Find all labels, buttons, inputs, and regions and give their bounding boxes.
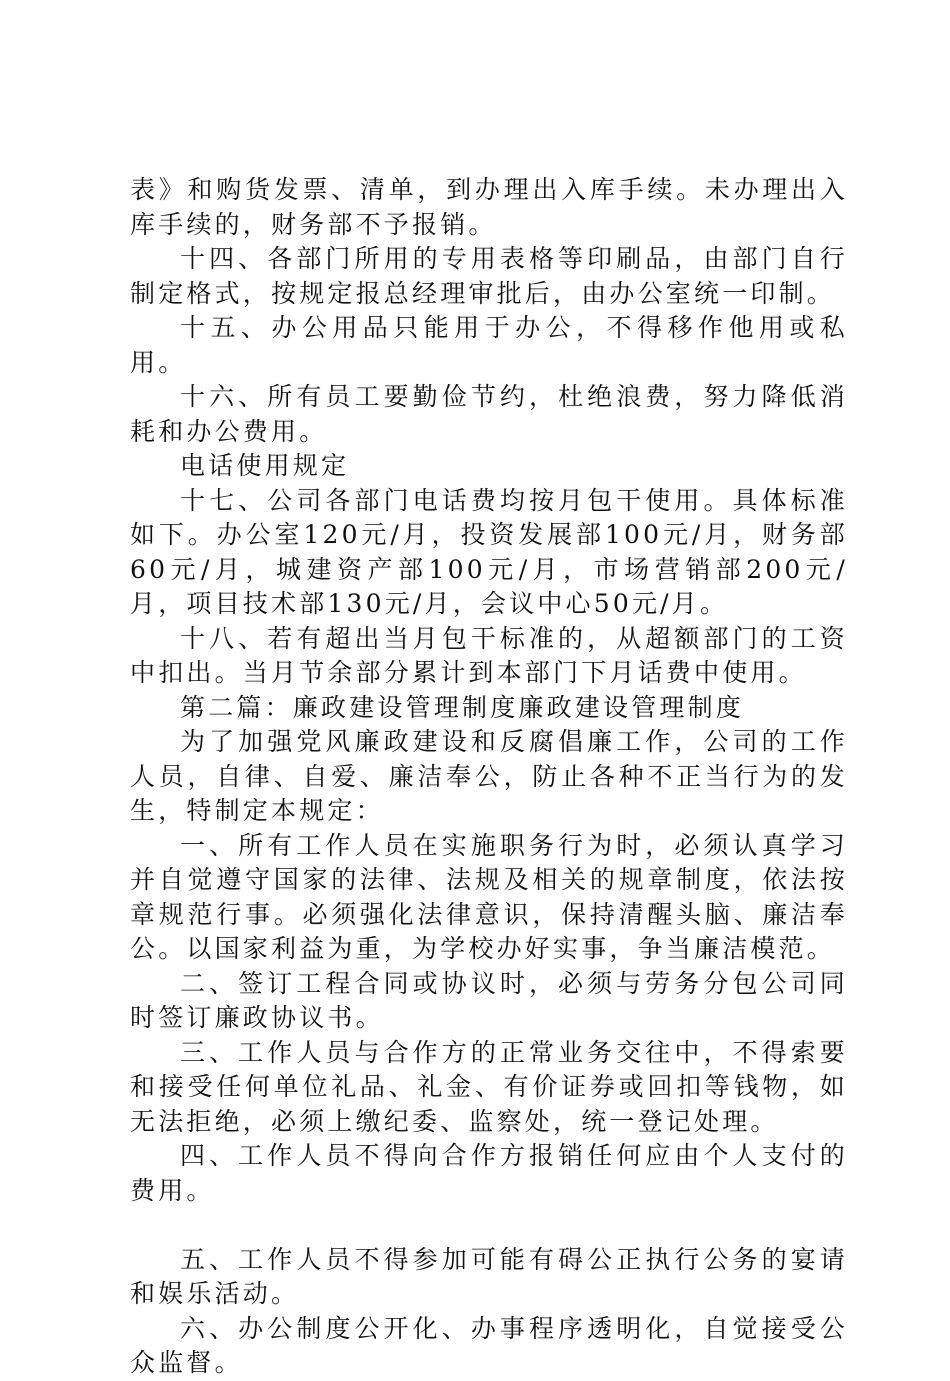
section-heading-telephone: 电话使用规定 [180, 451, 350, 480]
paragraph-1: 表》和购货发票、清单，到办理出入库手续。未办理出入库手续的，财务部不予报销。 [130, 175, 848, 239]
paragraph-3: 十五、办公用品只能用于办公，不得移作他用或私用。 [130, 313, 848, 377]
paragraph-4: 十六、所有员工要勤俭节约，杜绝浪费，努力降低消耗和办公费用。 [130, 382, 848, 446]
paragraph-7: 十八、若有超出当月包干标准的，从超额部门的工资中扣出。当月节余部分累计到本部门下月话费中使用。 [130, 623, 848, 687]
paragraph-15: 六、办公制度公开化、办事程序透明化，自觉接受公众监督。 [130, 1313, 848, 1377]
paragraph-13: 四、工作人员不得向合作方报销任何应由个人支付的费用。 [130, 1141, 848, 1205]
paragraph-10: 一、所有工作人员在实施职务行为时，必须认真学习并自觉遵守国家的法律、法规及相关的规章制度，依法按章规范行事。必须强化法律意识，保持清醒头脑、廉洁奉公。以国家利益为重，为学校办好实事，争当廉洁模范。 [130, 830, 848, 963]
document-body [130, 173, 848, 1381]
paragraph-11: 二、签订工程合同或协议时，必须与劳务分包公司同时签订廉政协议书。 [130, 968, 848, 1032]
paragraph-12: 三、工作人员与合作方的正常业务交往中，不得索要和接受任何单位礼品、礼金、有价证券或回扣等钱物，如无法拒绝，必须上缴纪委、监察处，统一登记处理。 [130, 1037, 848, 1136]
paragraph-14: 五、工作人员不得参加可能有碍公正执行公务的宴请和娱乐活动。 [130, 1244, 848, 1308]
paragraph-2: 十四、各部门所用的专用表格等印刷品，由部门自行制定格式，按规定报总经理审批后，由办公室统一印制。 [130, 244, 848, 308]
paragraph-6: 十七、公司各部门电话费均按月包干使用。具体标准如下。办公室120元/月，投资发展部100元/月，财务部60元/月，城建资产部100元/月，市场营销部200元/月，项目技术部130元/月，会议中心50元/月。 [130, 485, 848, 618]
paragraph-9: 为了加强党风廉政建设和反腐倡廉工作，公司的工作人员，自律、自爱、廉洁奉公，防止各种不正当行为的发生，特制定本规定： [130, 727, 848, 825]
chapter-heading: 第二篇：廉政建设管理制度廉政建设管理制度 [180, 692, 745, 722]
